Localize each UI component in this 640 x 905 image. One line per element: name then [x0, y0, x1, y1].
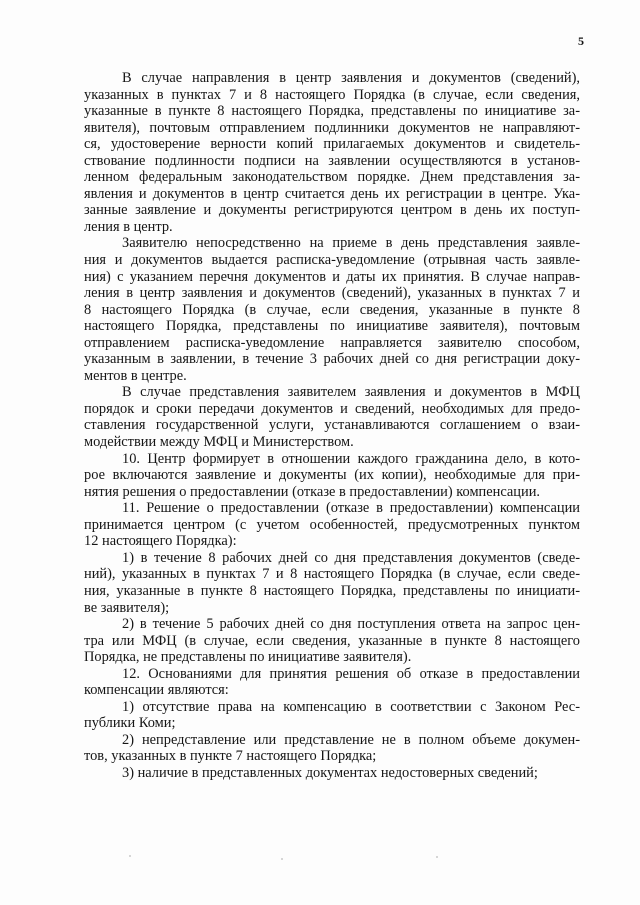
paragraph: [84, 500, 580, 550]
text-line: указанным в заявлении, в течение 3 рабочих дней со дня регистрации доку-: [84, 351, 580, 368]
text-line: ления в центр заявления и документов (сведений), указанных в пунктах 7 и: [84, 285, 580, 302]
text-line: 1) отсутствие права на компенсацию в соответствии с Законом Рес-: [122, 698, 580, 715]
paragraph: [84, 732, 580, 765]
scan-speck: [129, 855, 131, 857]
document-body: [84, 70, 580, 782]
paragraph: [84, 70, 580, 235]
text-line: указанные в пункте 8 настоящего Порядка, представлены по инициативе за-: [84, 103, 580, 120]
text-line: отправлением расписка-уведомление направляется заявителю способом,: [84, 334, 580, 351]
text-line: занные заявление и документы регистрируются центром в день их поступ-: [84, 202, 580, 219]
text-line: указанных в пунктах 7 и 8 настоящего Порядка (в случае, если сведения,: [84, 86, 580, 103]
text-line: 2) в течение 5 рабочих дней со дня поступления ответа на запрос цен-: [122, 616, 580, 633]
text-line: Заявителю непосредственно на приеме в день представления заявле-: [122, 235, 580, 252]
text-line: тра или МФЦ (в случае, если сведения, указанные в пункте 8 настоящего: [84, 632, 580, 649]
text-line: 10. Центр формирует в отношении каждого гражданина дело, в кото-: [122, 450, 580, 467]
paragraph: [84, 616, 580, 666]
text-line: принимается центром (с учетом особенностей, предусмотренных пунктом: [84, 516, 580, 533]
paragraph: [84, 666, 580, 699]
text-line: порядок и сроки передачи документов и сведений, необходимых для предо-: [84, 400, 580, 417]
text-line: компенсации являются:: [84, 682, 229, 699]
paragraph: [84, 765, 580, 782]
text-line: ве заявителя);: [84, 599, 170, 616]
text-line: ния, указанные в пункте 8 настоящего Порядка, представлены по инициати-: [84, 582, 580, 599]
text-line: 8 настоящего Порядка (в случае, если сведения, указанные в пункте 8: [84, 301, 580, 318]
text-line: явителя), почтовым отправлением подлинники документов не направляют-: [84, 119, 580, 136]
text-line: 12. Основаниями для принятия решения об отказе в предоставлении: [122, 665, 580, 682]
text-line: ствование подлинности подписи на заявлении осуществляются в установ-: [84, 152, 580, 169]
text-line: явления и документов в центр считается день их регистрации в центре. Ука-: [84, 185, 580, 202]
text-line: ментов в центре.: [84, 367, 187, 384]
text-line: 12 настоящего Порядка):: [84, 533, 237, 550]
paragraph: [84, 699, 580, 732]
scan-speck: [436, 856, 438, 858]
paragraph: [84, 550, 580, 616]
paragraph: [84, 235, 580, 384]
text-line: 11. Решение о предоставлении (отказе в предоставлении) компенсации: [122, 500, 580, 517]
text-line: публики Коми;: [84, 715, 176, 732]
text-line: тов, указанных в пункте 7 настоящего Порядка;: [84, 748, 377, 765]
text-line: ленном федеральным законодательством порядке. Днем представления за-: [84, 169, 580, 186]
text-line: Порядка, не представлены по инициативе заявителя).: [84, 649, 412, 666]
text-line: 3) наличие в представленных документах недостоверных сведений;: [122, 764, 538, 781]
text-line: ния) с указанием перечня документов и даты их принятия. В случае направ-: [84, 268, 580, 285]
scan-speck: [281, 858, 283, 860]
text-line: В случае направления в центр заявления и документов (сведений),: [122, 70, 580, 86]
text-line: 2) непредставление или представление не в полном объеме докумен-: [122, 731, 580, 748]
text-line: ся, удостоверение верности копий прилагаемых документов и свидетель-: [84, 136, 580, 153]
text-line: ния и документов выдается расписка-уведомление (отрывная часть заявле-: [84, 252, 580, 269]
text-line: настоящего Порядка, представлены по инициативе заявителя), почтовым: [84, 318, 580, 335]
text-line: нятия решения о предоставлении (отказе в предоставлении) компенсации.: [84, 483, 540, 500]
page-number: 5: [578, 34, 584, 48]
text-line: ний), указанных в пунктах 7 и 8 настоящего Порядка (в случае, если сведе-: [84, 566, 580, 583]
paragraph: [84, 384, 580, 450]
text-line: модействии между МФЦ и Министерством.: [84, 434, 354, 451]
text-line: В случае представления заявителем заявления и документов в МФЦ: [122, 384, 580, 401]
text-line: 1) в течение 8 рабочих дней со дня представления документов (сведе-: [122, 549, 580, 566]
text-line: ления в центр.: [84, 218, 173, 235]
text-line: ставления государственной услуги, устанавливаются соглашением о взаи-: [84, 417, 580, 434]
text-line: рое включаются заявление и документы (их копии), необходимые для при-: [84, 467, 580, 484]
paragraph: [84, 451, 580, 501]
